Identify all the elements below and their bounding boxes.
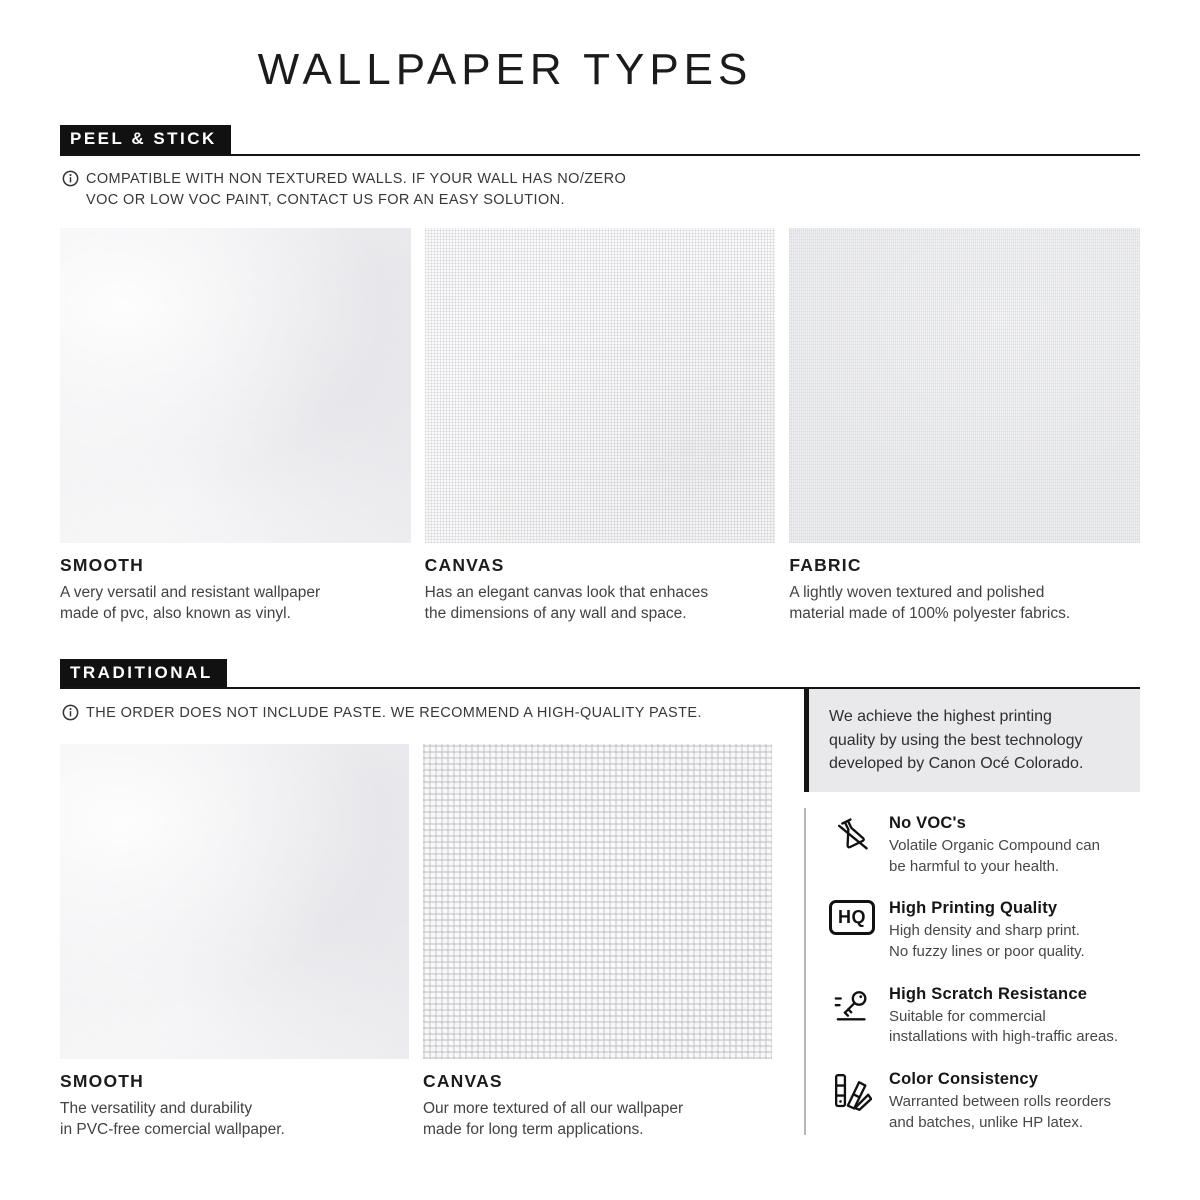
swatch-description: Our more textured of all our wallpaper made for long term applications. bbox=[423, 1099, 684, 1139]
feature-list bbox=[804, 808, 1140, 1136]
swatch-name: SMOOTH bbox=[60, 554, 145, 575]
swatch-description: The versatility and durability in PVC-free comercial wallpaper. bbox=[60, 1099, 285, 1139]
feature-description: Volatile Organic Compound can be harmful to your health. bbox=[889, 836, 1100, 875]
note-line: VOC OR LOW VOC PAINT, CONTACT US FOR AN EASY SOLUTION. bbox=[86, 191, 565, 208]
info-icon bbox=[62, 170, 79, 192]
feature-text bbox=[889, 899, 1085, 962]
traditional-section bbox=[60, 659, 1140, 1141]
smooth-texture-image bbox=[60, 744, 409, 1059]
feature-title: High Scratch Resistance bbox=[889, 984, 1088, 1003]
printing-quality-quote: We achieve the highest printing quality by using the best technology developed by Canon Océ Colorado. bbox=[804, 689, 1140, 792]
hq-badge-icon bbox=[830, 899, 874, 935]
feature-high-printing-quality bbox=[830, 899, 1140, 962]
printing-info-sidebar bbox=[804, 689, 1140, 1141]
note-line: THE ORDER DOES NOT INCLUDE PASTE. WE RECOMMEND A HIGH-QUALITY PASTE. bbox=[86, 704, 702, 721]
feature-title: No VOC's bbox=[889, 813, 967, 832]
traditional-content-row bbox=[60, 689, 1140, 1141]
key-icon bbox=[830, 985, 874, 1026]
peel-stick-header-rule bbox=[60, 125, 1140, 155]
feature-description: High density and sharp print. No fuzzy lines or poor quality. bbox=[889, 922, 1085, 961]
canvas-texture-image bbox=[423, 744, 772, 1059]
swatch-description: Has an elegant canvas look that enhaces the dimensions of any wall and space. bbox=[424, 583, 709, 623]
swatch-fan-icon bbox=[830, 1070, 874, 1111]
hq-badge-text: HQ bbox=[829, 900, 875, 935]
feature-text bbox=[889, 814, 1100, 877]
page-title: WALLPAPER TYPES bbox=[257, 45, 753, 94]
traditional-label: TRADITIONAL bbox=[60, 659, 227, 687]
canvas-texture-image bbox=[425, 228, 776, 543]
swatch-name: FABRIC bbox=[789, 554, 862, 575]
fabric-texture-image bbox=[789, 228, 1140, 543]
traditional-note bbox=[60, 703, 772, 726]
smooth-texture-image bbox=[60, 228, 411, 543]
traditional-swatches-column bbox=[60, 689, 772, 1141]
swatch-description: A lightly woven textured and polished material made of 100% polyester fabrics. bbox=[789, 583, 1071, 623]
feature-title: High Printing Quality bbox=[889, 899, 1058, 918]
feature-color-consistency bbox=[830, 1070, 1140, 1133]
info-icon bbox=[62, 704, 79, 726]
peel-stick-label: PEEL & STICK bbox=[60, 125, 231, 153]
peel-stick-swatches bbox=[60, 228, 1140, 625]
feature-description: Suitable for commercial installations with high-traffic areas. bbox=[889, 1007, 1118, 1046]
peel-stick-section bbox=[60, 125, 1140, 624]
traditional-swatches bbox=[60, 744, 772, 1141]
peel-stick-note-text bbox=[86, 169, 626, 211]
feature-no-vocs bbox=[830, 814, 1140, 877]
feature-title: Color Consistency bbox=[889, 1070, 1039, 1089]
feature-description: Warranted between rolls reorders and batches, unlike HP latex. bbox=[889, 1093, 1112, 1131]
crossed-flask-icon bbox=[830, 814, 874, 855]
swatch-description: A very versatil and resistant wallpaper made of pvc, also known as vinyl. bbox=[60, 583, 321, 623]
swatch-card-canvas bbox=[423, 744, 772, 1141]
traditional-note-text bbox=[86, 703, 702, 724]
swatch-card-smooth bbox=[60, 744, 409, 1141]
swatch-name: CANVAS bbox=[423, 1070, 503, 1091]
note-line: COMPATIBLE WITH NON TEXTURED WALLS. IF YOUR WALL HAS NO/ZERO bbox=[86, 170, 627, 187]
feature-text bbox=[889, 985, 1118, 1048]
swatch-name: CANVAS bbox=[424, 554, 505, 575]
swatch-card-smooth bbox=[60, 228, 411, 625]
traditional-header-rule bbox=[60, 659, 1140, 689]
peel-stick-note bbox=[60, 169, 1140, 211]
feature-text bbox=[889, 1070, 1111, 1133]
feature-scratch-resistance bbox=[830, 985, 1140, 1048]
swatch-card-fabric bbox=[789, 228, 1140, 625]
swatch-name: SMOOTH bbox=[60, 1070, 145, 1091]
swatch-card-canvas bbox=[425, 228, 776, 625]
